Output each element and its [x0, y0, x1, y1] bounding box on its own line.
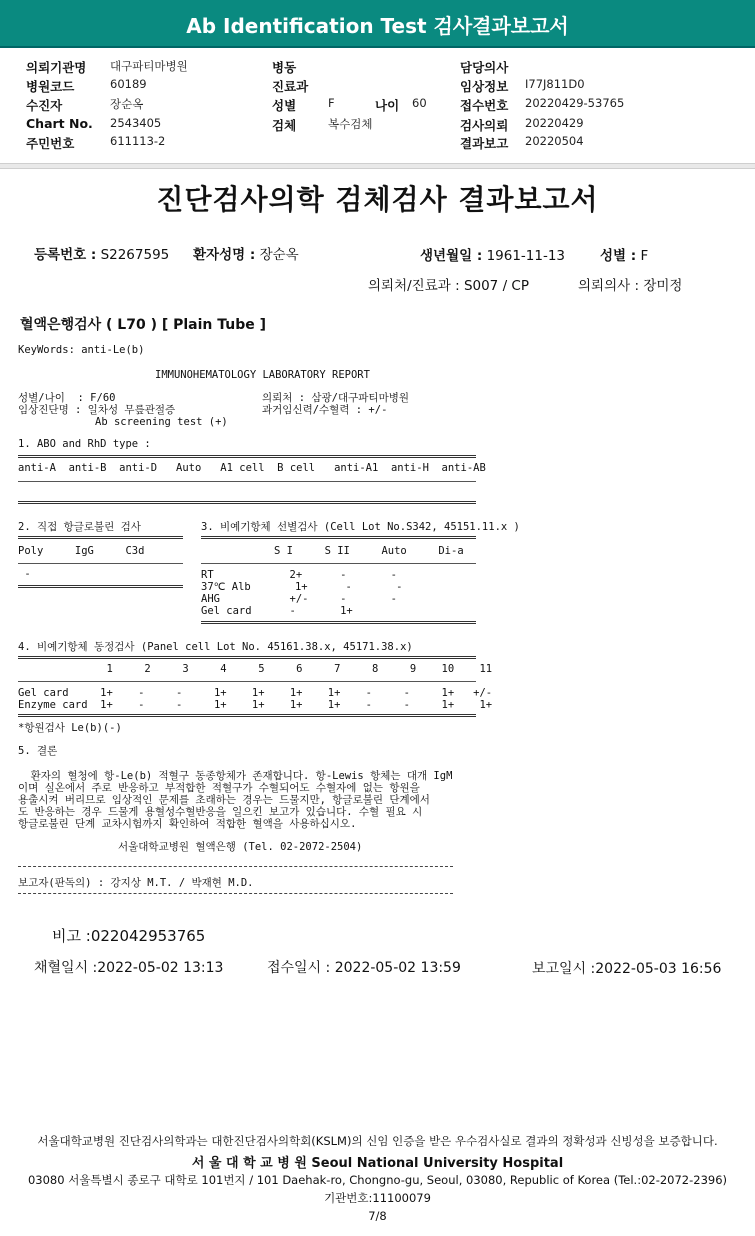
screening-row-ahg: AHG +/- - - — [201, 593, 397, 605]
referrer-line: 의뢰처 : 삼광/대구파티마병원 — [262, 392, 410, 404]
receipt-time-label: 접수일시 : — [267, 960, 331, 976]
divider — [18, 656, 476, 659]
age-value: 60 — [412, 96, 427, 110]
referring-doctor-info — [578, 274, 682, 294]
section-separator — [0, 163, 755, 169]
patient-name-label: 환자성명 : — [193, 247, 256, 263]
reporter-line: 보고자(판독의) : 강지상 M.T. / 박재현 M.D. — [18, 877, 254, 889]
divider — [18, 563, 183, 564]
abo-section-title: 1. ABO and RhD type : — [18, 438, 151, 450]
birth-value: 1961-11-13 — [486, 248, 566, 264]
receipt-time-value: 2022-05-02 13:59 — [334, 960, 461, 976]
divider — [201, 563, 476, 564]
screening-section-title: 3. 비예기항체 선별검사 (Cell Lot No.S342, 45151.11.x ) — [201, 521, 520, 533]
panel-section-title: 4. 비예기항체 동정검사 (Panel cell Lot No. 45161.38.x, 45171.38.x) — [18, 641, 413, 653]
header-title: Ab Identification Test 검사결과보고서 — [186, 14, 569, 38]
panel-header: 1 2 3 4 5 6 7 8 9 10 11 — [18, 663, 493, 675]
institution-number: 기관번호:11100079 — [324, 1191, 431, 1205]
ab-screening-line: Ab screening test (+) — [95, 416, 228, 428]
sex-value: F — [328, 96, 335, 110]
antigen-note: *항원검사 Le(b)(-) — [18, 722, 122, 734]
divider — [18, 681, 476, 682]
section-title: 혈액은행검사 ( L70 ) [ Plain Tube ] — [20, 317, 267, 333]
hospital-code-label: 병원코드 — [26, 79, 75, 94]
report-header-bar — [0, 0, 755, 48]
collection-time-value: 2022-05-02 13:13 — [97, 960, 224, 976]
divider — [18, 866, 453, 867]
hospital-code-value: 60189 — [110, 77, 147, 91]
certification-note: 서울대학교병원 진단검사의학과는 대한진단검사의학회(KSLM)의 신임 인증을 받은 우수검사실로 결과의 정확성과 신빙성을 보증합니다. — [37, 1134, 718, 1148]
hospital-name: 서 울 대 학 교 병 원 Seoul National University Hospital — [191, 1156, 564, 1171]
resident-value: 611113-2 — [110, 134, 166, 148]
referring-doctor-value: 장미정 — [643, 278, 683, 294]
diagnosis-line: 임상진단명 : 일차성 무릎관절증 — [18, 404, 176, 416]
patient-value: 장순옥 — [110, 97, 144, 111]
birth-info — [420, 244, 565, 264]
chart-value: 2543405 — [110, 116, 162, 130]
doctor-label: 담당의사 — [460, 60, 509, 75]
conclusion-line: 이며 실온에서 주로 반응하고 부적합한 적혈구가 수혈되어도 수혈자에 없는 항원을 — [18, 782, 420, 794]
institution-value: 대구파티마병원 — [110, 59, 188, 73]
screening-row-rt: RT 2+ - - — [201, 569, 397, 581]
remark-label: 비고 : — [52, 927, 91, 945]
divider — [18, 455, 476, 458]
screening-row-gel: Gel card - 1+ — [201, 605, 353, 617]
conclusion-line: 도 반응하는 경우 드물게 용혈성수혈반응을 일으킨 보고가 있습니다. 수혈 필요 시 — [18, 806, 423, 818]
patient-name-value: 장순옥 — [259, 247, 299, 263]
clinical-info-value: I77J811D0 — [525, 77, 585, 91]
lab-report-title: IMMUNOHEMATOLOGY LABORATORY REPORT — [155, 369, 370, 381]
divider — [18, 714, 476, 717]
dept-label: 진료과 — [272, 79, 309, 94]
registration-label: 등록번호 : — [34, 247, 97, 263]
divider — [18, 536, 183, 539]
report-time-value: 2022-05-03 16:56 — [595, 961, 722, 977]
conclusion-line: 용출시켜 버리므로 임상적인 문제를 초래하는 경우는 드물지만, 항글로불린 단계에서 — [18, 794, 430, 806]
divider — [18, 893, 453, 894]
referring-doctor-label: 의뢰의사 : — [578, 278, 640, 294]
sex-label: 성별 — [272, 98, 297, 113]
hospital-address: 03080 서울특별시 종로구 대학로 101번지 / 101 Daehak-ro, Chongno-gu, Seoul, 03080, Republic of Korea (Tel.:02-2072-2396) — [27, 1173, 728, 1187]
resident-label: 주민번호 — [26, 136, 75, 151]
specimen-value: 복수검체 — [328, 117, 373, 131]
report-date-label: 결과보고 — [460, 136, 509, 151]
page-number: 7/8 — [368, 1209, 387, 1223]
request-date-label: 검사의뢰 — [460, 118, 509, 133]
registration-value: S2267595 — [100, 247, 170, 263]
specimen-label: 검체 — [272, 118, 297, 133]
referring-dept-label: 의뢰처/진료과 : — [368, 278, 460, 294]
report-sex-value: F — [640, 248, 649, 264]
remark — [52, 925, 205, 946]
request-date-value: 20220429 — [525, 116, 584, 130]
report-time — [532, 958, 721, 978]
report-title: 진단검사의학 검체검사 결과보고서 — [156, 183, 599, 216]
panel-row-enzyme: Enzyme card 1+ - - 1+ 1+ 1+ 1+ - - 1+ 1+ — [18, 699, 493, 711]
chart-label: Chart No. — [26, 116, 93, 131]
conclusion-line: 환자의 혈청에 항-Le(b) 적혈구 동종항체가 존재합니다. 항-Lewis 항체는 대개 IgM — [18, 770, 453, 782]
birth-label: 생년월일 : — [420, 248, 483, 264]
history-line: 과거임신력/수혈력 : +/- — [262, 404, 388, 416]
dat-section-title: 2. 직접 항글로불린 검사 — [18, 521, 141, 533]
divider — [201, 621, 476, 624]
divider — [201, 536, 476, 539]
conclusion-line: 항글로불린 단계 교차시험까지 확인하여 적합한 혈액을 사용하십시오. — [18, 818, 357, 830]
conclusion-title: 5. 결론 — [18, 745, 58, 757]
referring-dept-info — [368, 274, 529, 294]
ward-label: 병동 — [272, 60, 297, 75]
remark-value: 022042953765 — [90, 927, 206, 945]
report-time-label: 보고일시 : — [532, 961, 596, 977]
abo-header: anti-A anti-B anti-D Auto A1 cell B cell anti-A1 anti-H anti-AB — [18, 462, 486, 474]
blood-bank-line: 서울대학교병원 혈액은행 (Tel. 02-2072-2504) — [118, 841, 363, 853]
sex-age-line: 성별/나이 : F/60 — [18, 392, 116, 404]
collection-time — [34, 957, 223, 977]
age-label: 나이 — [375, 98, 400, 113]
dat-header: Poly IgG C3d — [18, 545, 145, 557]
receipt-time — [267, 957, 461, 977]
divider — [18, 501, 476, 504]
referring-dept-value: S007 / CP — [463, 278, 529, 294]
divider — [18, 481, 476, 482]
screening-header: S I S II Auto Di-a — [274, 545, 464, 557]
patient-name-info — [193, 243, 299, 263]
panel-row-gel: Gel card 1+ - - 1+ 1+ 1+ 1+ - - 1+ +/- — [18, 687, 493, 699]
patient-label: 수진자 — [26, 98, 63, 113]
institution-label: 의뢰기관명 — [26, 60, 87, 75]
receipt-number-value: 20220429-53765 — [525, 96, 625, 110]
report-sex-info — [600, 244, 648, 264]
clinical-info-label: 임상정보 — [460, 79, 509, 94]
dat-value: - — [18, 568, 31, 580]
report-date-value: 20220504 — [525, 134, 584, 148]
report-sex-label: 성별 : — [600, 248, 637, 264]
registration-info — [34, 243, 169, 263]
keywords: KeyWords: anti-Le(b) — [18, 344, 145, 356]
screening-row-alb: 37℃ Alb 1+ - - — [201, 581, 403, 593]
divider — [18, 585, 183, 588]
collection-time-label: 채혈일시 : — [34, 960, 98, 976]
receipt-number-label: 접수번호 — [460, 98, 509, 113]
